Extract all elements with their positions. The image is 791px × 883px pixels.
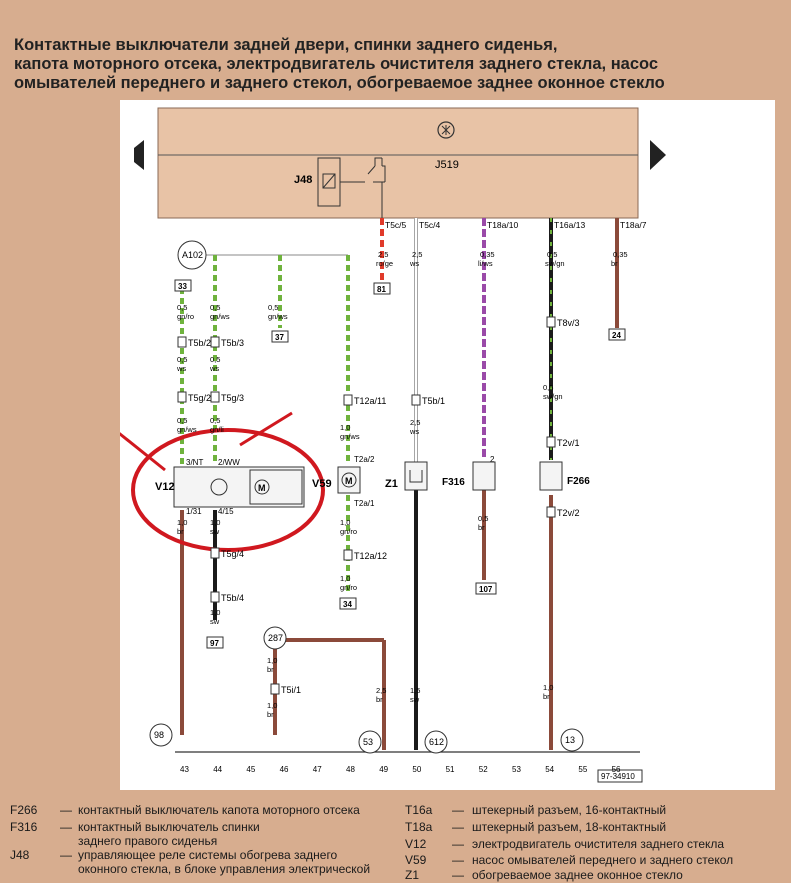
ref-33: 33 — [178, 282, 187, 291]
wire-size-label: 0,5 — [210, 416, 221, 425]
column-number: 51 — [445, 765, 455, 774]
wire-color-label: gn/ro — [340, 583, 358, 592]
title-line-3: омывателей переднего и заднего стекол, обогреваемое заднее оконное стекло — [14, 74, 665, 92]
connector-icon — [178, 337, 186, 347]
wire-size-label: 1,0 — [267, 701, 278, 710]
wire-color-label: ws — [210, 364, 220, 373]
connector-t5g2: T5g/2 — [188, 393, 212, 403]
legend-text: обогреваемое заднее оконное стекло — [472, 868, 683, 882]
wire-size-label: 0,5 — [210, 355, 221, 364]
ref-97: 97 — [210, 639, 219, 648]
column-number: 47 — [312, 765, 322, 774]
wire-size-label: 1,0 — [267, 656, 278, 665]
wire-color-label: sw — [210, 617, 220, 626]
v59-motor-letter: M — [345, 476, 353, 486]
page-next-arrow-icon[interactable] — [650, 140, 666, 170]
v59-label: V59 — [312, 478, 332, 490]
v12-pin-label: 4/15 — [218, 507, 234, 516]
z1-label: Z1 — [385, 478, 398, 490]
wire-color-label: br — [267, 665, 274, 674]
connector-icon — [344, 550, 352, 560]
connector-t18a7: T18a/7 — [620, 220, 647, 230]
connector-t5g3: T5g/3 — [221, 393, 245, 403]
v12-box — [174, 467, 304, 507]
ref-34: 34 — [343, 600, 352, 609]
wire-color-label: br — [478, 523, 485, 532]
connector-icon — [211, 392, 219, 402]
wire-color-label: li/ws — [478, 259, 493, 268]
column-number: 46 — [279, 765, 289, 774]
ref-24: 24 — [612, 331, 621, 340]
legend-text: штекерный разъем, 18-контактный — [472, 820, 667, 834]
f266-box — [540, 462, 562, 490]
legend-code: V12 — [405, 837, 427, 851]
wire-size-label: 1,0 — [210, 608, 221, 617]
wire-size-label: 0,5 — [177, 416, 188, 425]
column-number: 43 — [180, 765, 189, 774]
page-next-arrow-wrapper — [648, 138, 668, 172]
legend-text: контактный выключатель капота моторного отсека — [78, 803, 360, 817]
v12-motor-letter: M — [258, 483, 266, 493]
legend-code: T16a — [405, 803, 433, 817]
connector-t12a12: T12a/12 — [354, 551, 388, 561]
connector-t5b2: T5b/2 — [188, 338, 212, 348]
column-number: 49 — [379, 765, 389, 774]
ref-13: 13 — [565, 735, 576, 745]
legend-text: насос омывателей переднего и заднего стекол — [472, 853, 734, 867]
wire-size-label: 2,5 — [412, 250, 423, 259]
connector-t5c4: T5c/4 — [419, 220, 441, 230]
wire-color-label: ws — [410, 259, 420, 268]
column-number: 54 — [545, 765, 555, 774]
legend-code: Z1 — [405, 868, 420, 882]
connector-t18a10: T18a/10 — [487, 220, 519, 230]
f316-pin-label: 2 — [490, 455, 495, 464]
wire-color-label: br — [543, 692, 550, 701]
relay-block — [158, 108, 638, 218]
z1-box — [405, 462, 427, 490]
wire-color-label: gn/ws — [340, 432, 360, 441]
block-label: J519 — [435, 159, 459, 171]
wire-color-label: ws — [177, 364, 187, 373]
title-line-1: Контактные выключатели задней двери, спинки заднего сиденья, — [14, 36, 558, 54]
wire-size-label: 0,35 — [480, 250, 495, 259]
wire-color-label: gn/ro — [340, 527, 358, 536]
connector-icon — [412, 395, 420, 405]
ref-287: 287 — [268, 633, 284, 643]
wire-size-label: 1,0 — [340, 423, 351, 432]
v12-pin-label: 2/WW — [218, 458, 240, 467]
connector-t5c5: T5c/5 — [385, 220, 407, 230]
column-number: 48 — [346, 765, 355, 774]
connector-icon — [344, 395, 352, 405]
wire-size-label: 2,5 — [376, 686, 387, 695]
diagram-sheet — [120, 100, 775, 790]
connector-t5b3: T5b/3 — [221, 338, 245, 348]
wire-color-label: br — [611, 259, 618, 268]
legend-code: T18a — [405, 820, 433, 834]
wire-color-label: gn/li — [210, 425, 224, 434]
f316-box — [473, 462, 495, 490]
ref-a102: A102 — [182, 250, 204, 260]
wire-color-label: gn/ws — [210, 312, 230, 321]
legend: F266 — контактный выключатель капота моторного отсека F316 — контактный выключатель спинки заднего правого сиденья J48 — управляющее реле системы обогрева заднего оконного стекла, в блоке управления электрической T16a — штекерный разъем, 16-контактный T18a — штекерный разъем, 18-контактный V12 — электродвигатель очистителя заднего стекла V59 — насос омывателей переднего и заднего стекол Z1 — обогреваемое заднее оконное стекло — [10, 803, 734, 882]
legend-text: управляющее реле системы обогрева заднего — [78, 848, 338, 862]
v12-label: V12 — [155, 481, 175, 493]
page-prev-arrow-icon[interactable] — [134, 140, 144, 170]
column-number: 50 — [412, 765, 422, 774]
f266-label: F266 — [567, 476, 590, 487]
wire-size-label: 0,5 — [543, 383, 554, 392]
wire-size-label: 0,5 — [268, 303, 279, 312]
wire-size-label: 0,5 — [547, 250, 558, 259]
v59-pin-label: T2a/1 — [354, 499, 375, 508]
column-number: 55 — [578, 765, 588, 774]
legend-code: J48 — [10, 848, 30, 862]
connector-t5i1: T5i/1 — [281, 685, 302, 695]
wire-size-label: 0,5 — [177, 355, 188, 364]
wire-size-label: 1,0 — [177, 518, 188, 527]
wire-color-label: br — [177, 527, 184, 536]
column-number: 44 — [213, 765, 223, 774]
wire-size-label: 1,0 — [340, 518, 351, 527]
connector-t12a11: T12a/11 — [354, 396, 387, 406]
relay-label: J48 — [294, 174, 313, 186]
v59-pin-label: T2a/2 — [354, 455, 375, 464]
wire-size-label: 0,35 — [613, 250, 628, 259]
wire-color-label: gn/ro — [177, 312, 195, 321]
connector-t5b1: T5b/1 — [422, 396, 446, 406]
connector-icon — [547, 507, 555, 517]
wire-size-label: 0,5 — [478, 514, 489, 523]
legend-text-2: заднего правого сиденья — [78, 834, 218, 848]
column-number: 56 — [611, 765, 621, 774]
wiring-diagram — [120, 100, 775, 790]
wire-color-label: gn/ws — [177, 425, 197, 434]
column-number: 52 — [478, 765, 488, 774]
legend-text-2: оконного стекла, в блоке управления электрической — [78, 862, 371, 876]
wire-size-label: 1,0 — [210, 518, 221, 527]
connector-icon — [271, 684, 279, 694]
v12-pin-label: 3/NT — [186, 458, 204, 467]
v12-pin-label: 1/31 — [186, 507, 202, 516]
wire-color-label: ws — [410, 427, 420, 436]
connector-icon — [178, 392, 186, 402]
page-title — [14, 36, 774, 93]
connector-t2v2: T2v/2 — [557, 508, 580, 518]
connector-t5g4: T5g/4 — [221, 549, 245, 559]
legend-text: контактный выключатель спинки — [78, 820, 260, 834]
wire-size-label: 1,0 — [543, 683, 554, 692]
wire-color-label: sw — [210, 527, 220, 536]
ref-107: 107 — [479, 585, 493, 594]
column-number: 45 — [246, 765, 256, 774]
connector-t16a13: T16a/13 — [554, 220, 586, 230]
wire-size-label: 2,5 — [378, 250, 389, 259]
f316-label: F316 — [442, 477, 465, 488]
legend-code: V59 — [405, 853, 427, 867]
wire-size-label: 2,5 — [410, 418, 421, 427]
legend-code: F266 — [10, 803, 38, 817]
ref-53: 53 — [363, 737, 374, 747]
legend-code: F316 — [10, 820, 38, 834]
wire-size-label: 0,5 — [210, 303, 221, 312]
wire-color-label: sw/gn — [545, 259, 565, 268]
wire-color-label: ro/ge — [376, 259, 394, 268]
ref-81: 81 — [377, 285, 386, 294]
wire-size-label: 1,0 — [340, 574, 351, 583]
wire-color-label: sw — [410, 695, 420, 704]
connector-t8v3: T8v/3 — [557, 318, 580, 328]
diagram-id: 97-34910 — [601, 772, 635, 781]
column-number: 53 — [512, 765, 521, 774]
wire-size-label: 0,5 — [177, 303, 188, 312]
wire-color-label: br — [267, 710, 274, 719]
connector-icon — [211, 337, 219, 347]
title-line-2: капота моторного отсека, электродвигатель очистителя заднего стекла, насос — [14, 55, 659, 73]
ref-98: 98 — [154, 730, 165, 740]
connector-t2v1: T2v/1 — [557, 438, 580, 448]
connector-icon — [547, 437, 555, 447]
wire-color-label: gn/ws — [268, 312, 288, 321]
wire-color-label: sw/gn — [543, 392, 563, 401]
ref-37: 37 — [275, 333, 284, 342]
legend-text: электродвигатель очистителя заднего стекла — [472, 837, 725, 851]
connector-t5b4: T5b/4 — [221, 593, 245, 603]
connector-icon — [547, 317, 555, 327]
legend-text: штекерный разъем, 16-контактный — [472, 803, 667, 817]
connector-icon — [211, 548, 219, 558]
wire-size-label: 1,5 — [410, 686, 421, 695]
ref-612: 612 — [429, 737, 445, 747]
connector-icon — [211, 592, 219, 602]
wire-color-label: br — [376, 695, 383, 704]
